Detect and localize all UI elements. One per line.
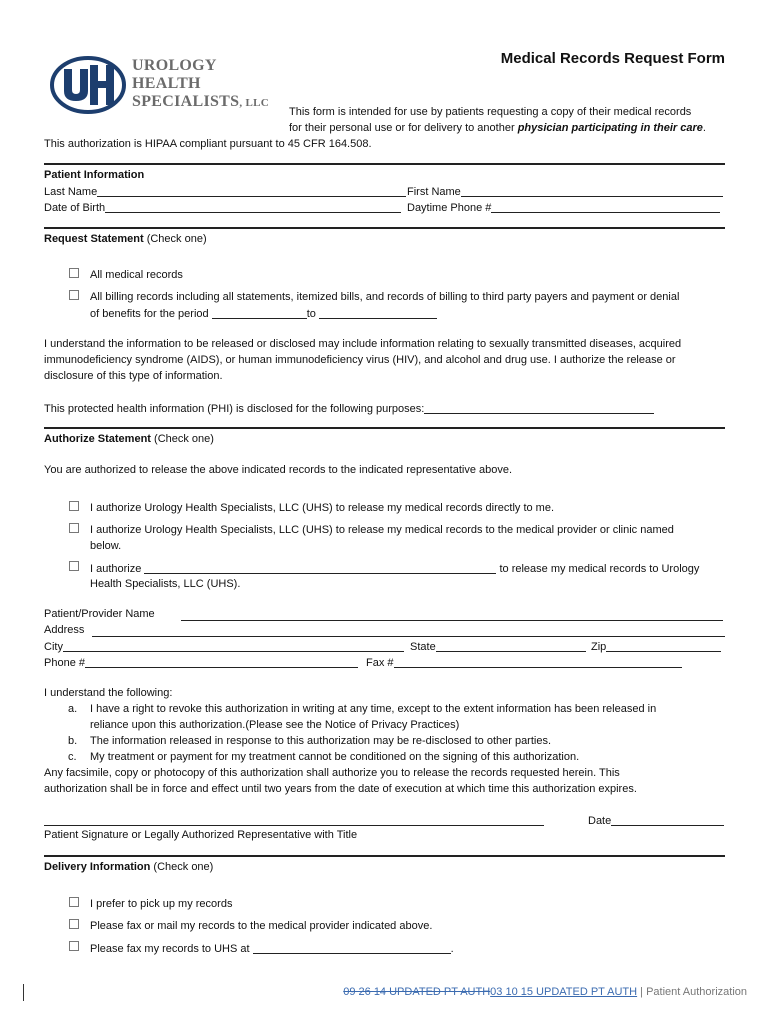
company-logo: [50, 55, 275, 115]
daytime-phone-field[interactable]: [407, 200, 720, 216]
authorize-to-uhs-b: to release my medical records to Urology: [496, 563, 700, 575]
footer-deleted-text: 09 26 14 UPDATED PT AUTH: [343, 986, 491, 998]
dob-label: Date of Birth: [44, 202, 106, 214]
understand-line-1: I understand the information to be released or disclosed may include information relating to sexually transmitted diseases, acquired: [44, 338, 682, 350]
intro-line-2-a: for their personal use or for delivery to another: [289, 122, 518, 134]
change-bar: [23, 984, 24, 1001]
signature-label: Patient Signature or Legally Authorized Representative with Title: [44, 829, 358, 841]
logo-line-3-text: SPECIALISTS: [132, 93, 240, 110]
authorize-name-blank[interactable]: [144, 561, 496, 574]
intro-line-1: This form is intended for use by patients requesting a copy of their medical records: [289, 106, 692, 118]
fax-uhs-label: Please fax my records to UHS at: [90, 943, 253, 955]
zip-field[interactable]: [591, 639, 721, 655]
request-heading: [44, 232, 207, 247]
intro-line-2-c: .: [702, 122, 706, 134]
dob-field[interactable]: [44, 200, 401, 216]
address-blank[interactable]: [92, 636, 725, 637]
last-name-blank[interactable]: [97, 184, 406, 197]
authorize-heading-text: Authorize Statement: [44, 433, 151, 445]
date-field[interactable]: [588, 813, 724, 829]
phi-purposes-field[interactable]: [44, 401, 654, 417]
first-name-blank[interactable]: [461, 184, 723, 197]
footer-label: Patient Authorization: [646, 986, 747, 998]
authorize-checkbox-to-provider[interactable]: [69, 523, 79, 533]
divider-1: [44, 163, 725, 165]
billing-period-label: of benefits for the period: [90, 308, 212, 320]
authorize-option-to-provider-line-1: I authorize Urology Health Specialists, LLC (UHS) to release my medical records to the medical provider or clinic named: [90, 524, 674, 536]
city-blank[interactable]: [63, 639, 404, 652]
state-blank[interactable]: [436, 639, 586, 652]
authorize-release-text: You are authorized to release the above indicated records to the indicated representative above.: [44, 464, 513, 476]
phone-blank[interactable]: [85, 655, 358, 668]
date-blank[interactable]: [611, 813, 724, 826]
first-name-label: First Name: [407, 186, 461, 198]
divider-2: [44, 227, 725, 229]
authorize-checkbox-to-me[interactable]: [69, 501, 79, 511]
delivery-option-fax-uhs: [90, 941, 454, 957]
phi-purposes-label: This protected health information (PHI) is disclosed for the following purposes:: [44, 403, 425, 415]
terms-a-line-1: I have a right to revoke this authorization in writing at any time, except to the extent information has been released in: [90, 703, 657, 715]
facsimile-line-1: Any facsimile, copy or photocopy of this authorization shall authorize you to release the records requested herein. This: [44, 767, 620, 779]
billing-period-from[interactable]: [212, 306, 307, 319]
authorize-option-to-provider-line-2: below.: [90, 540, 122, 552]
terms-c-text: My treatment or payment for my treatment cannot be conditioned on the signing of this authorization.: [90, 751, 580, 763]
delivery-option-pickup: I prefer to pick up my records: [90, 898, 233, 910]
uhs-logo-mark: [50, 55, 130, 115]
provider-name-blank[interactable]: [181, 620, 723, 621]
logo-line-3: [132, 93, 269, 111]
authorize-to-uhs-a: I authorize: [90, 563, 145, 575]
terms-b-marker: b.: [68, 735, 78, 747]
delivery-check-one: (Check one): [150, 861, 214, 873]
logo-line-1: UROLOGY: [132, 57, 217, 74]
phone-label: Phone #: [44, 657, 85, 669]
terms-a-line-2: reliance upon this authorization.(Please see the Notice of Privacy Practices): [90, 719, 460, 731]
request-checkbox-all-medical[interactable]: [69, 268, 79, 278]
daytime-phone-label: Daytime Phone #: [407, 202, 492, 214]
request-option-all-medical: All medical records: [90, 269, 183, 281]
logo-line-2: HEALTH: [132, 75, 201, 92]
zip-blank[interactable]: [606, 639, 721, 652]
request-check-one: (Check one): [143, 233, 207, 245]
footer-separator: |: [637, 986, 647, 998]
first-name-field[interactable]: [407, 184, 723, 200]
request-option-billing-line-1: All billing records including all statements, itemized bills, and records of billing to third party payers and payment or denial: [90, 291, 680, 303]
request-checkbox-billing[interactable]: [69, 290, 79, 300]
intro-emphasis: physician participating in their care: [517, 122, 703, 134]
hipaa-statement: This authorization is HIPAA compliant pursuant to 45 CFR 164.508.: [44, 138, 372, 150]
delivery-checkbox-fax-uhs[interactable]: [69, 941, 79, 951]
delivery-heading-text: Delivery Information: [44, 861, 151, 873]
logo-suffix: , LLC: [239, 97, 269, 109]
intro-line-2: [289, 121, 706, 136]
divider-4: [44, 855, 725, 857]
terms-b-text: The information released in response to this authorization may be re-disclosed to other parties.: [90, 735, 552, 747]
billing-period-to-label: to: [306, 308, 319, 320]
page-title: Medical Records Request Form: [500, 50, 725, 67]
divider-3: [44, 427, 725, 429]
address-label: Address: [44, 624, 85, 636]
delivery-checkbox-pickup[interactable]: [69, 897, 79, 907]
city-label: City: [44, 641, 63, 653]
last-name-field[interactable]: [44, 184, 406, 200]
fax-label: Fax #: [366, 657, 394, 669]
signature-blank[interactable]: [44, 825, 544, 826]
understand-line-2: immunodeficiency syndrome (AIDS), or human immunodeficiency virus (HIV), and alcohol and drug use. I authorize the release or: [44, 354, 676, 366]
billing-period-to[interactable]: [319, 306, 437, 319]
daytime-phone-blank[interactable]: [491, 200, 720, 213]
last-name-label: Last Name: [44, 186, 98, 198]
authorize-option-to-uhs-line-1: [90, 561, 699, 577]
delivery-checkbox-provider[interactable]: [69, 919, 79, 929]
state-field[interactable]: [410, 639, 586, 655]
facsimile-line-2: authorization shall be in force and effect until two years from the date of execution at which time this authorization expires.: [44, 783, 637, 795]
request-option-billing-line-2: [90, 306, 437, 322]
provider-name-label: Patient/Provider Name: [44, 608, 155, 620]
state-label: State: [410, 641, 436, 653]
phi-purposes-blank[interactable]: [424, 401, 654, 414]
footer-inserted-text[interactable]: 03 10 15 UPDATED PT AUTH: [490, 986, 638, 998]
fax-uhs-blank[interactable]: [253, 941, 451, 954]
city-field[interactable]: [44, 639, 404, 655]
patient-info-heading: [44, 168, 144, 183]
terms-c-marker: c.: [68, 751, 77, 763]
understand-line-3: disclosure of this type of information.: [44, 370, 223, 382]
authorize-check-one: (Check one): [150, 433, 214, 445]
zip-label: Zip: [591, 641, 607, 653]
terms-a-marker: a.: [68, 703, 78, 715]
delivery-option-provider: Please fax or mail my records to the medical provider indicated above.: [90, 920, 433, 932]
authorize-heading: [44, 432, 214, 447]
fax-uhs-period: .: [450, 943, 454, 955]
authorize-option-to-me: I authorize Urology Health Specialists, LLC (UHS) to release my medical records directly to me.: [90, 502, 555, 514]
request-heading-text: Request Statement: [44, 233, 144, 245]
phone-field[interactable]: [44, 655, 358, 671]
authorize-option-to-uhs-line-2: Health Specialists, LLC (UHS).: [90, 578, 241, 590]
footer: [343, 985, 747, 1000]
patient-info-heading-text: Patient Information: [44, 169, 145, 181]
authorize-checkbox-to-uhs[interactable]: [69, 561, 79, 571]
delivery-heading: [44, 860, 213, 875]
terms-intro: I understand the following:: [44, 687, 173, 699]
fax-blank[interactable]: [394, 655, 682, 668]
dob-blank[interactable]: [105, 200, 401, 213]
date-label: Date: [588, 815, 612, 827]
fax-field[interactable]: [366, 655, 682, 671]
